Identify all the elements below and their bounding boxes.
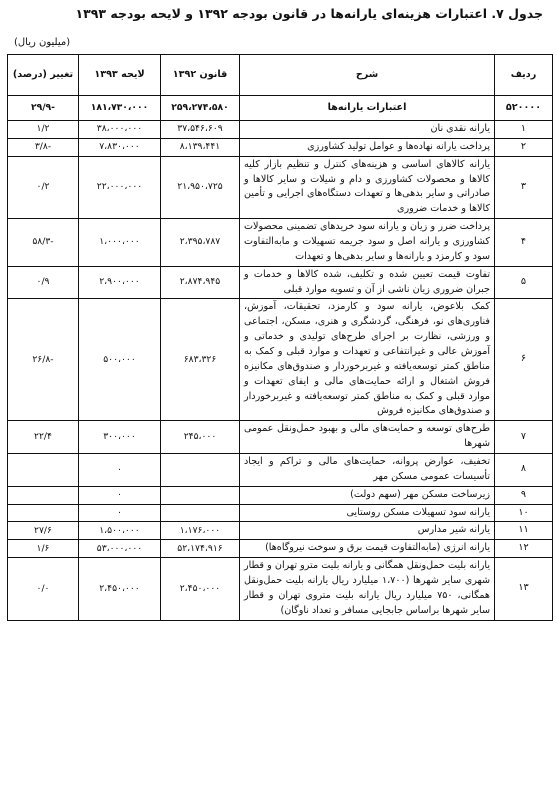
cell-law1392 <box>161 454 240 487</box>
cell-bill1393: ۱،۰۰۰،۰۰۰ <box>79 219 161 267</box>
header-bill1393: لایحه ۱۳۹۳ <box>79 55 161 96</box>
cell-desc: اعتبارات یارانه‌ها <box>240 96 495 121</box>
cell-desc: پرداخت یارانه نهاده‌ها و عوامل تولید کشاورزی <box>240 138 495 156</box>
cell-code: ۴ <box>495 219 553 267</box>
cell-change: -۳/۸ <box>8 138 79 156</box>
cell-change: ۰/۹ <box>8 266 79 299</box>
cell-bill1393: ۷،۸۳۰،۰۰۰ <box>79 138 161 156</box>
cell-bill1393: ۲،۹۰۰،۰۰۰ <box>79 266 161 299</box>
cell-bill1393: ۰ <box>79 454 161 487</box>
table-row <box>8 522 553 540</box>
cell-bill1393: ۱۸۱،۷۳۰،۰۰۰ <box>79 96 161 121</box>
cell-change: ۲۷/۶ <box>8 522 79 540</box>
cell-change <box>8 454 79 487</box>
table-row <box>8 558 553 620</box>
table-row <box>8 138 553 156</box>
cell-desc: یارانه سود تسهیلات مسکن روستایی <box>240 504 495 522</box>
cell-law1392: ۸،۱۳۹،۴۴۱ <box>161 138 240 156</box>
cell-change: ۰/۲ <box>8 156 79 218</box>
cell-bill1393: ۵۳،۰۰۰،۰۰۰ <box>79 540 161 558</box>
total-row <box>8 96 553 121</box>
cell-code: ۵ <box>495 266 553 299</box>
table-header-row <box>8 55 553 96</box>
table-row <box>8 421 553 454</box>
header-desc: شرح <box>240 55 495 96</box>
cell-change: -۲۹/۹ <box>8 96 79 121</box>
cell-desc: یارانه شیر مدارس <box>240 522 495 540</box>
cell-law1392: ۲۵۹،۲۷۴،۵۸۰ <box>161 96 240 121</box>
cell-change: ۱/۶ <box>8 540 79 558</box>
table-row <box>8 504 553 522</box>
cell-law1392 <box>161 486 240 504</box>
cell-law1392: ۵۲،۱۷۴،۹۱۶ <box>161 540 240 558</box>
cell-code: ۳ <box>495 156 553 218</box>
cell-law1392: ۲،۳۹۵،۷۸۷ <box>161 219 240 267</box>
table-row <box>8 156 553 218</box>
table-row <box>8 540 553 558</box>
cell-code: ۲ <box>495 138 553 156</box>
cell-change: ۰/۰ <box>8 558 79 620</box>
cell-bill1393: ۲۲،۰۰۰،۰۰۰ <box>79 156 161 218</box>
cell-bill1393: ۳۰۰،۰۰۰ <box>79 421 161 454</box>
table-row <box>8 219 553 267</box>
cell-desc: یارانه بلیت حمل‌ونقل همگانی و یارانه بلیت مترو تهران و قطار شهری سایر شهرها (۱،۷۰۰ میلیارد ریال یارانه بلیت حمل‌ونقل همگانی، ۷۵۰ میلیارد ریال یارانه بلیت متروی تهران و قطار سایر شهرها براساس جابجایی مسافر و تعداد ناوگان) <box>240 558 495 620</box>
cell-law1392: ۱،۱۷۶،۰۰۰ <box>161 522 240 540</box>
unit-label: (میلیون ریال) <box>14 37 71 48</box>
cell-law1392: ۳۷،۵۴۶،۶۰۹ <box>161 121 240 139</box>
document-title: جدول ۷. اعتبارات هزینه‌ای یارانه‌ها در قانون بودجه ۱۳۹۲ و لایحه بودجه ۱۳۹۳ <box>75 6 543 21</box>
cell-code: ۵۲۰۰۰۰ <box>495 96 553 121</box>
table-row <box>8 454 553 487</box>
cell-change: -۲۶/۸ <box>8 299 79 421</box>
cell-desc: یارانه نقدی نان <box>240 121 495 139</box>
cell-desc: تفاوت قیمت تعیین شده و تکلیف، شده کالاها و خدمات و جبران ضروری زیان ناشی از آن و تسویه موارد قبلی <box>240 266 495 299</box>
cell-change: -۵۸/۳ <box>8 219 79 267</box>
table-row <box>8 266 553 299</box>
cell-bill1393: ۵۰۰،۰۰۰ <box>79 299 161 421</box>
cell-code: ۱۰ <box>495 504 553 522</box>
cell-bill1393: ۲،۴۵۰،۰۰۰ <box>79 558 161 620</box>
cell-change <box>8 504 79 522</box>
cell-law1392: ۲۱،۹۵۰،۷۲۵ <box>161 156 240 218</box>
cell-change: ۲۲/۴ <box>8 421 79 454</box>
cell-code: ۷ <box>495 421 553 454</box>
cell-law1392: ۲،۸۷۴،۹۴۵ <box>161 266 240 299</box>
subsidy-table <box>7 54 553 621</box>
cell-desc: طرح‌های توسعه و حمایت‌های مالی و بهبود حمل‌ونقل عمومی شهرها <box>240 421 495 454</box>
cell-change <box>8 486 79 504</box>
cell-desc: پرداخت ضرر و زیان و یارانه سود خریدهای تضمینی محصولات کشاورزی و یارانه اصل و سود جریمه تسهیلات و مابه‌التفاوت سود و کارمزد و یارانه‌ها و سایر بدهی‌ها و تعهدات <box>240 219 495 267</box>
cell-desc: کمک بلاعوض، یارانه سود و کارمزد، تحقیقات، آموزش، فناوری‌های نو، فرهنگی، گردشگری و هنری، مسکن، اجتماعی و ورزشی، نظارت بر اجرای طرح‌های تولیدی و خدماتی و آموزش عالی و غیرانتفاعی و تعهدات و موارد قبلی و کمک به مناطق کمتر توسعه‌یافته و غیربرخوردار و صندوق‌های مکانیزه فروش اشتغال و ارائه حمایت‌های مالی و ایفای تعهدات و موارد قبلی و کمک به مناطق کمتر توسعه‌یافته و غیربرخوردار و صندوق‌های مکانیزه فروش <box>240 299 495 421</box>
cell-desc: یارانه کالاهای اساسی و هزینه‌های کنترل و تنظیم بازار کلیه کالاها و محصولات کشاورزی و دام و شیلات و سایر کالاها و صادراتی و سایر بدهی‌ها و تعهدات دستگاه‌های اجرایی و تأمین کالاها و خدمات ضروری <box>240 156 495 218</box>
cell-code: ۱۱ <box>495 522 553 540</box>
cell-law1392: ۲۴۵،۰۰۰ <box>161 421 240 454</box>
cell-code: ۱۲ <box>495 540 553 558</box>
cell-law1392 <box>161 504 240 522</box>
table-row <box>8 121 553 139</box>
cell-desc: زیرساخت مسکن مهر (سهم دولت) <box>240 486 495 504</box>
cell-bill1393: ۰ <box>79 504 161 522</box>
cell-change: ۱/۲ <box>8 121 79 139</box>
cell-code: ۹ <box>495 486 553 504</box>
cell-code: ۶ <box>495 299 553 421</box>
cell-desc: یارانه انرژی (مابه‌التفاوت قیمت برق و سوخت نیروگاه‌ها) <box>240 540 495 558</box>
cell-bill1393: ۳۸،۰۰۰،۰۰۰ <box>79 121 161 139</box>
cell-code: ۸ <box>495 454 553 487</box>
header-law1392: قانون ۱۳۹۲ <box>161 55 240 96</box>
header-code: ردیف <box>495 55 553 96</box>
cell-bill1393: ۱،۵۰۰،۰۰۰ <box>79 522 161 540</box>
cell-law1392: ۲،۴۵۰،۰۰۰ <box>161 558 240 620</box>
cell-bill1393: ۰ <box>79 486 161 504</box>
cell-code: ۱۳ <box>495 558 553 620</box>
table-row <box>8 299 553 421</box>
cell-desc: تخفیف، عوارض پروانه، حمایت‌های مالی و تراکم و ایجاد تأسیسات عمومی مسکن مهر <box>240 454 495 487</box>
cell-law1392: ۶۸۳،۳۲۶ <box>161 299 240 421</box>
table-row <box>8 486 553 504</box>
header-change: تغییر (درصد) <box>8 55 79 96</box>
cell-code: ۱ <box>495 121 553 139</box>
